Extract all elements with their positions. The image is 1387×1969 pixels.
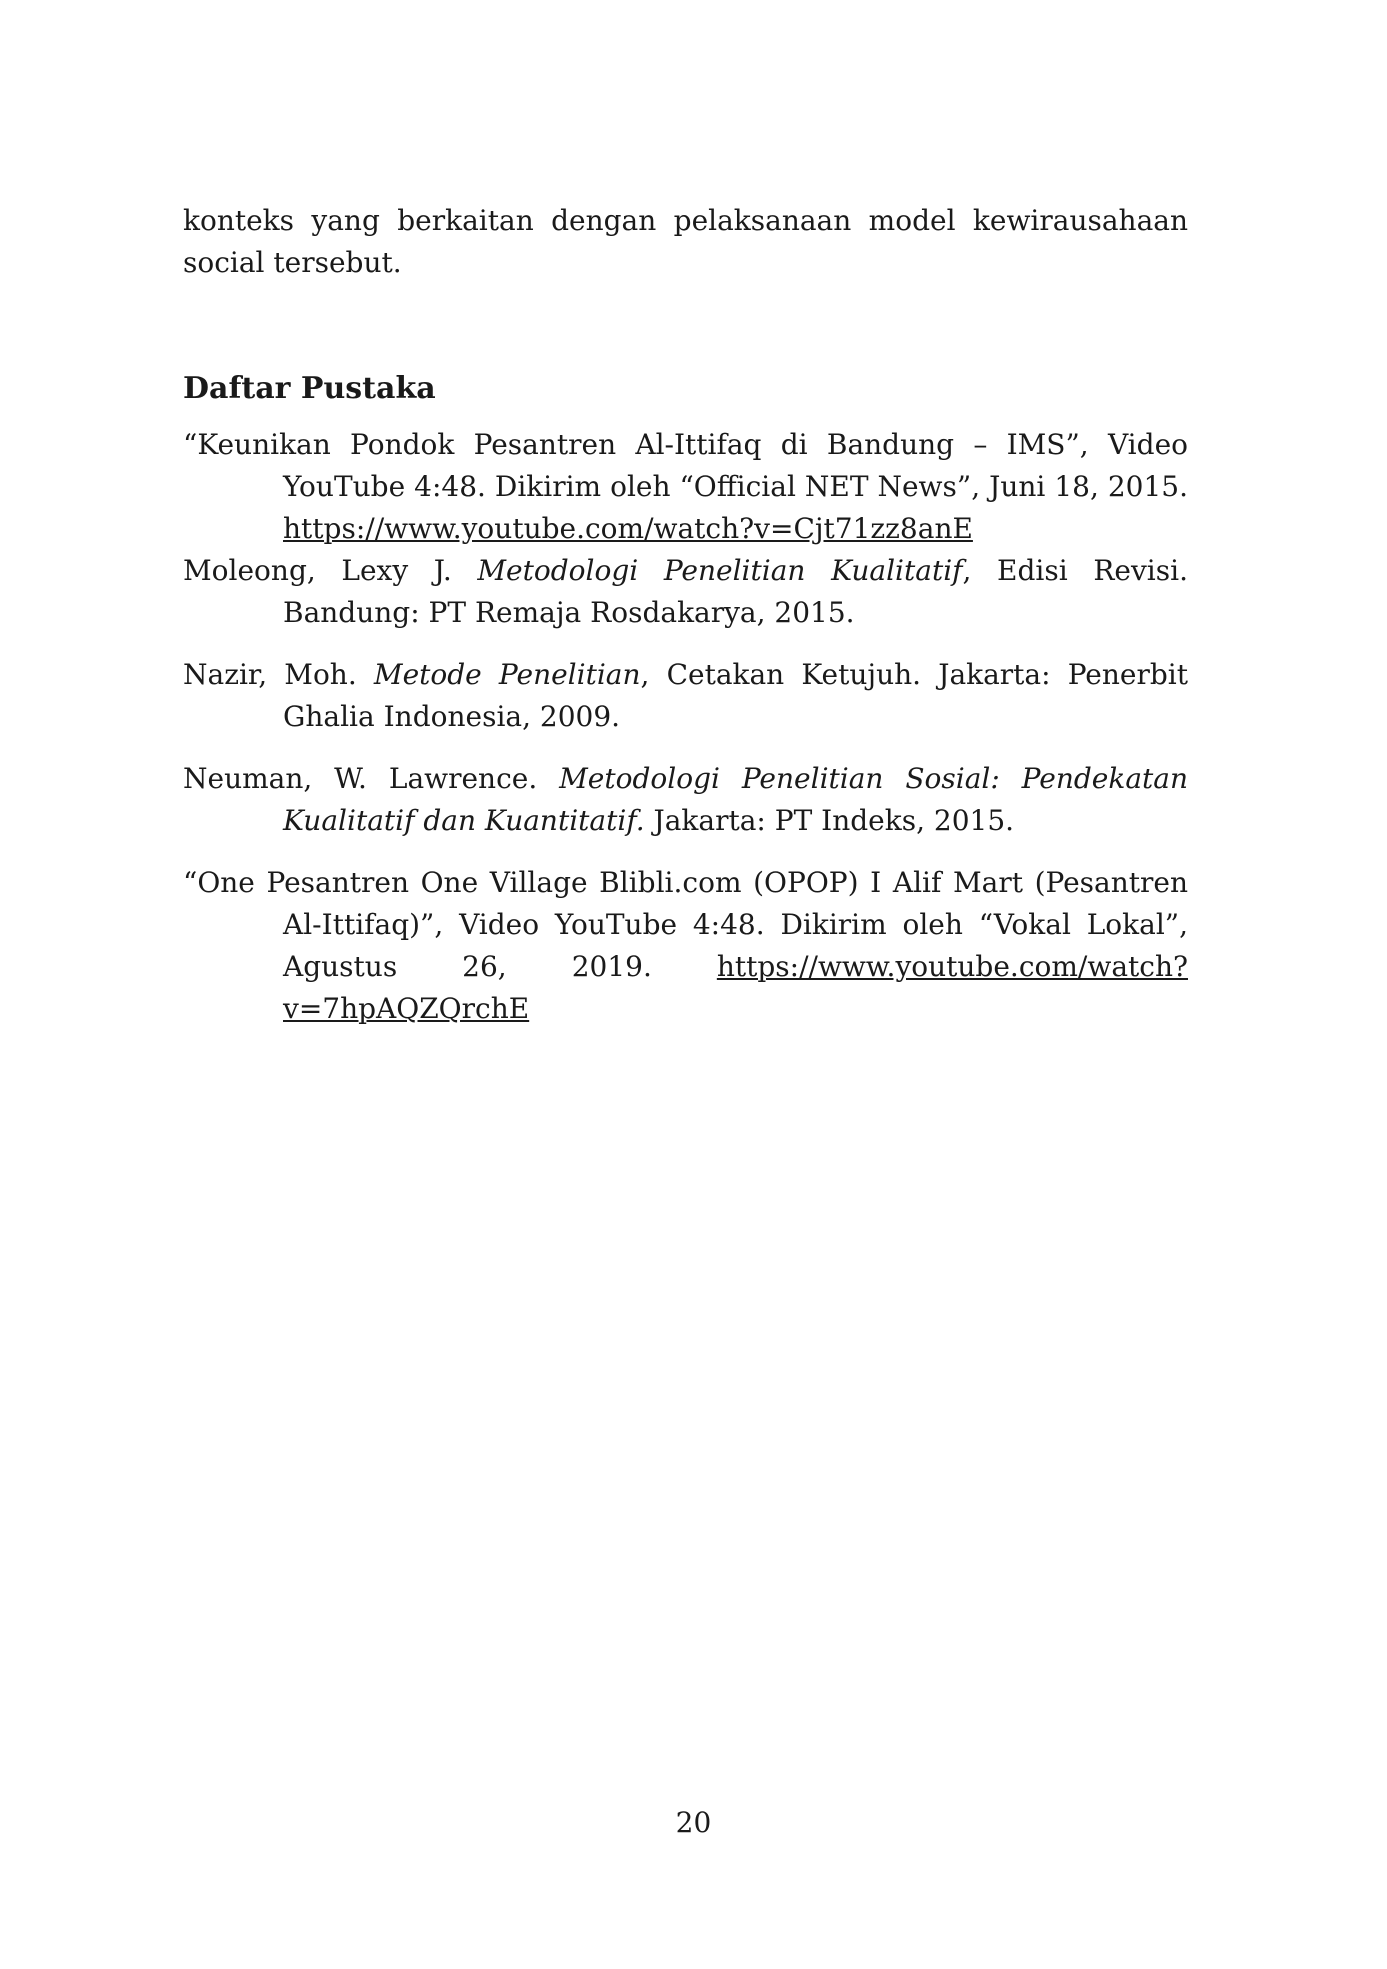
reference-text: , Cetakan Ketujuh. Jakarta: Penerbit Ghalia Indonesia, 2009.: [283, 658, 1188, 733]
reference-item: [183, 424, 1188, 550]
reference-title: Metodologi Penelitian Kualitatif: [477, 554, 963, 587]
reference-text: , Edisi Revisi. Bandung: PT Remaja Rosdakarya, 2015.: [283, 554, 1188, 629]
reference-item: [183, 758, 1188, 842]
reference-list: [183, 424, 1188, 1030]
reference-link[interactable]: https://www.youtube.com/watch?v=7hpAQZQrchE: [283, 950, 1188, 1025]
reference-text: Nazir, Moh.: [183, 658, 374, 691]
reference-text: Neuman, W. Lawrence.: [183, 762, 560, 795]
reference-title: Metodologi Penelitian Sosial: Pendekatan Kualitatif dan Kuantitatif.: [283, 762, 1188, 837]
reference-item: [183, 550, 1188, 634]
reference-link[interactable]: https://www.youtube.com/watch?v=Cjt71zz8anE: [283, 512, 973, 545]
reference-item: [183, 654, 1188, 738]
reference-text: “One Pesantren One Village Blibli.com (OPOP) I Alif Mart (Pesantren Al-Ittifaq)”, Video YouTube 4:48. Dikirim oleh “Vokal Lokal”, Agustus 26, 2019.: [183, 866, 1188, 983]
reference-text: “Keunikan Pondok Pesantren Al-Ittifaq di Bandung – IMS”, Video YouTube 4:48. Dikirim oleh “Official NET News”, Juni 18, 2015.: [183, 428, 1188, 503]
reference-text: Moleong, Lexy J.: [183, 554, 478, 587]
page-number: 20: [675, 1806, 712, 1839]
body-paragraph: konteks yang berkaitan dengan pelaksanaan model kewirausahaan social tersebut.: [183, 204, 1188, 279]
reference-title: Metode Penelitian: [373, 658, 641, 691]
reference-item: [183, 862, 1188, 1030]
reference-text: Jakarta: PT Indeks, 2015.: [644, 804, 1015, 837]
page-body: [183, 200, 1188, 1050]
section-heading: Daftar Pustaka: [183, 371, 436, 406]
